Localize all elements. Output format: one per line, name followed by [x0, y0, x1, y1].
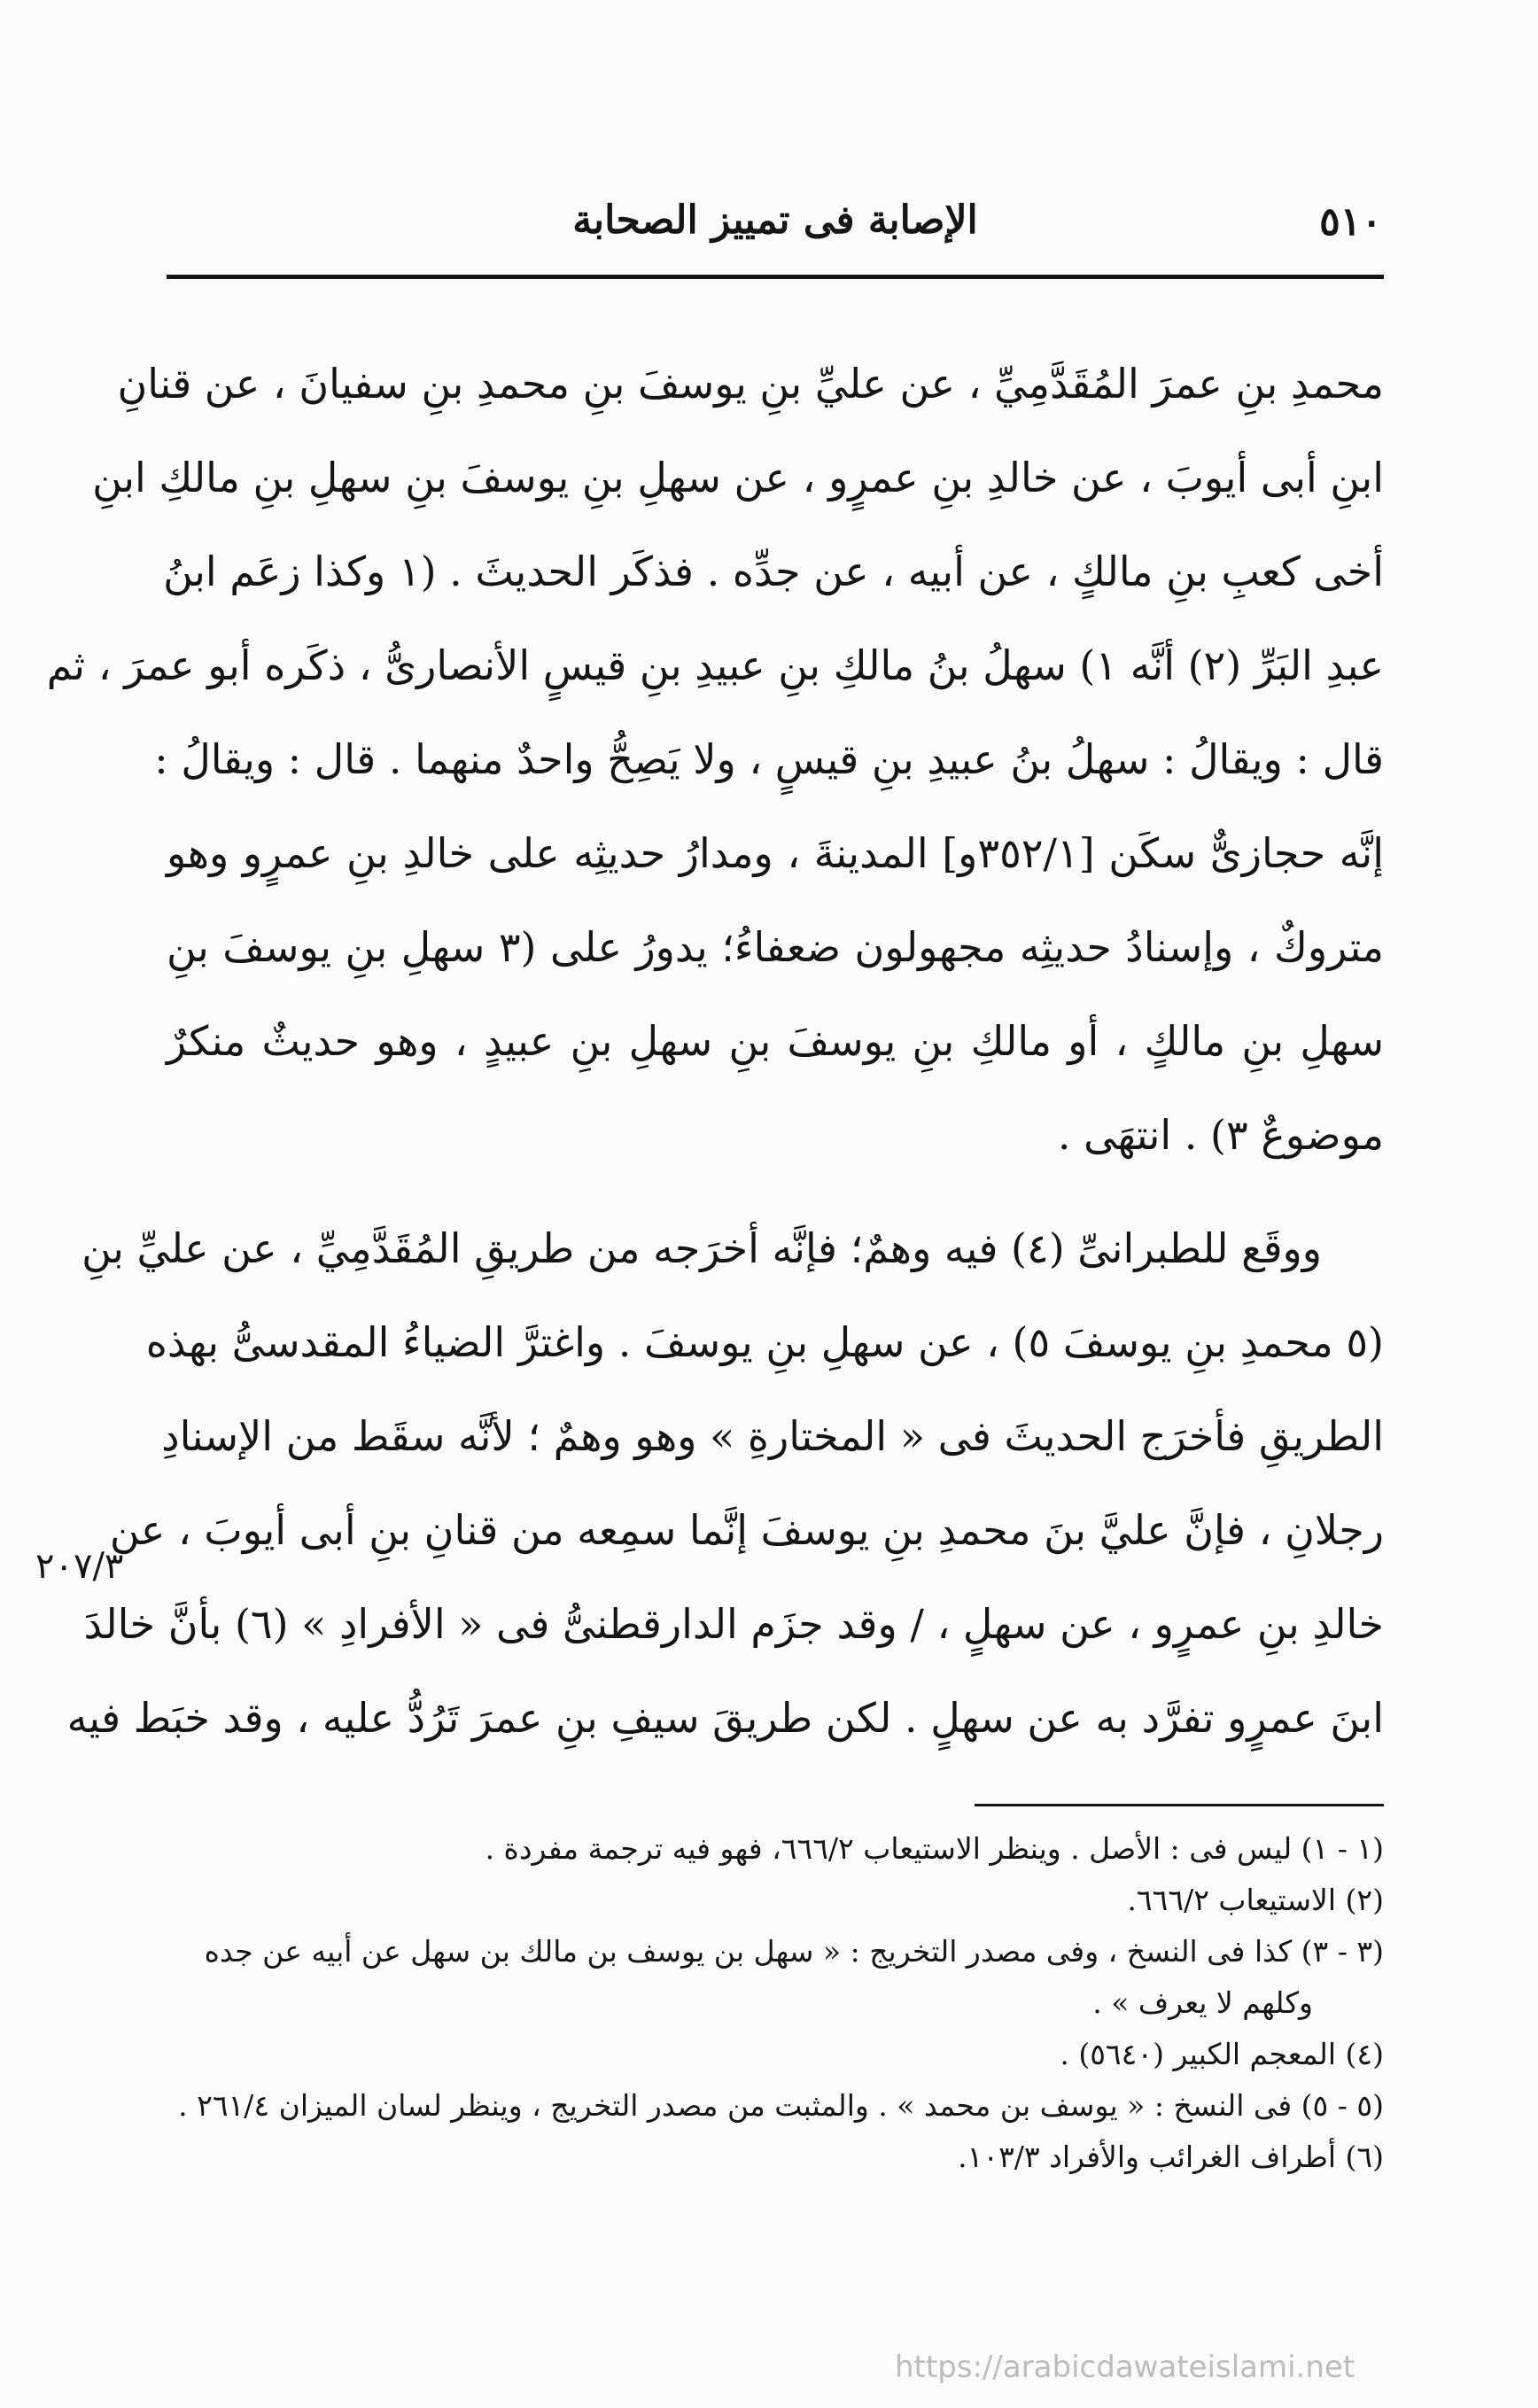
text-line: خالدِ بنِ عمرٍو ، عن سهلٍ ، / وقد جزَم الدارقطنىُّ فى « الأفرادِ » (٦) بأنَّ خالدَ [83, 1600, 1384, 1648]
text-line: إنَّه حجازىٌّ سكَن [٣٥٢/١و] المدينةَ ، ومدارُ حديثِه على خالدِ بنِ عمرٍو وهو [167, 829, 1384, 877]
watermark-url: https://arabicdawateislami.net [895, 2350, 1355, 2385]
footnote: (٦) أطراف الغرائب والأفراد ١٠٣/٣. [958, 2140, 1384, 2174]
running-title: الإصابة فى تمييز الصحابة [572, 198, 978, 243]
header-rule [167, 275, 1384, 279]
paragraph-gap [167, 1182, 1384, 1201]
margin-page-reference: ٢٠٧/٣ [35, 1546, 124, 1587]
text-line: أخى كعبِ بنِ مالكٍ ، عن أبيه ، عن جدِّه . فذكَر الحديثَ . (١ وكذا زعَم ابنُ [163, 548, 1384, 595]
footnotes [167, 1823, 1384, 2183]
footnote: (٤) المعجم الكبير (٥٦٤٠) . [1060, 2037, 1384, 2071]
text-line: ووقَع للطبرانىِّ (٤) فيه وهمٌ؛ فإنَّه أخرَجه من طريقِ المُقَدَّمِيِّ ، عن عليِّ بنِ [82, 1224, 1322, 1272]
text-line: (٥ محمدِ بنِ يوسفَ ٥) ، عن سهلِ بنِ يوسفَ . واغترَّ الضياءُ المقدسىُّ بهذه [145, 1318, 1384, 1366]
text-line: سهلِ بنِ مالكٍ ، أو مالكِ بنِ يوسفَ بنِ سهلِ بنِ عبيدٍ ، وهو حديثٌ منكرٌ [167, 1017, 1384, 1065]
footnote: (١ - ١) ليس فى : الأصل . وينظر الاستيعاب ٦٦٦/٢، فهو فيه ترجمة مفردة . [485, 1831, 1384, 1866]
footnote: (٢) الاستيعاب ٦٦٦/٢. [1127, 1883, 1384, 1917]
text-line: قال : ويقالُ : سهلُ بنُ عبيدِ بنِ قيسٍ ، ولا يَصِحُّ واحدٌ منهما . قال : ويقالُ : [154, 735, 1384, 783]
text-line: متروكٌ ، وإسنادُ حديثِه مجهولون ضعفاءُ؛ يدورُ على (٣ سهلِ بنِ يوسفَ بنِ [167, 923, 1385, 971]
text-line: عبدِ البَرِّ (٢) أنَّه ١) سهلُ بنُ مالكِ بنِ عبيدِ بنِ قيسٍ الأنصارىُّ ، ذكَره أبو عمرَ ، ثم [46, 641, 1384, 689]
text-line: محمدِ بنِ عمرَ المُقَدَّمِيِّ ، عن عليِّ بنِ يوسفَ بنِ محمدِ بنِ سفيانَ ، عن قنانِ [117, 360, 1384, 408]
text-line: ابنِ أبى أيوبَ ، عن خالدِ بنِ عمرٍو ، عن سهلِ بنِ يوسفَ بنِ سهلِ بنِ مالكِ ابنِ [92, 454, 1384, 501]
text-line: موضوعٌ ٣) . انتهَى . [1057, 1111, 1384, 1159]
footnote: (٥ - ٥) فى النسخ : « يوسف بن محمد » . والمثبت من مصدر التخريج ، وينظر لسان الميزان ٢٦١/٤ . [178, 2088, 1384, 2123]
page-header [168, 190, 1382, 270]
footnote-rule [975, 1804, 1384, 1806]
footnote: (٣ - ٣) كذا فى النسخ ، وفى مصدر التخريج : « سهل بن يوسف بن مالك بن سهل عن أبيه عن جده [204, 1934, 1384, 1969]
page-number: ٥١٠ [1319, 199, 1382, 245]
footnote-continuation: وكلهم لا يعرف » . [1092, 1985, 1313, 2020]
text-line: رجلانِ ، فإنَّ عليَّ بنَ محمدِ بنِ يوسفَ إنَّما سمِعه من قنانِ بنِ أبى أيوبَ ، عن [109, 1506, 1384, 1554]
text-line: الطريقِ فأخرَج الحديثَ فى « المختارةِ » وهو وهمٌ ؛ لأنَّه سقَط من الإسنادِ [161, 1412, 1384, 1460]
text-line: ابنَ عمرٍو تفرَّد به عن سهلٍ . لكن طريقَ سيفِ بنِ عمرَ تَرُدُّ عليه ، وقد خبَط فيه [66, 1694, 1384, 1742]
